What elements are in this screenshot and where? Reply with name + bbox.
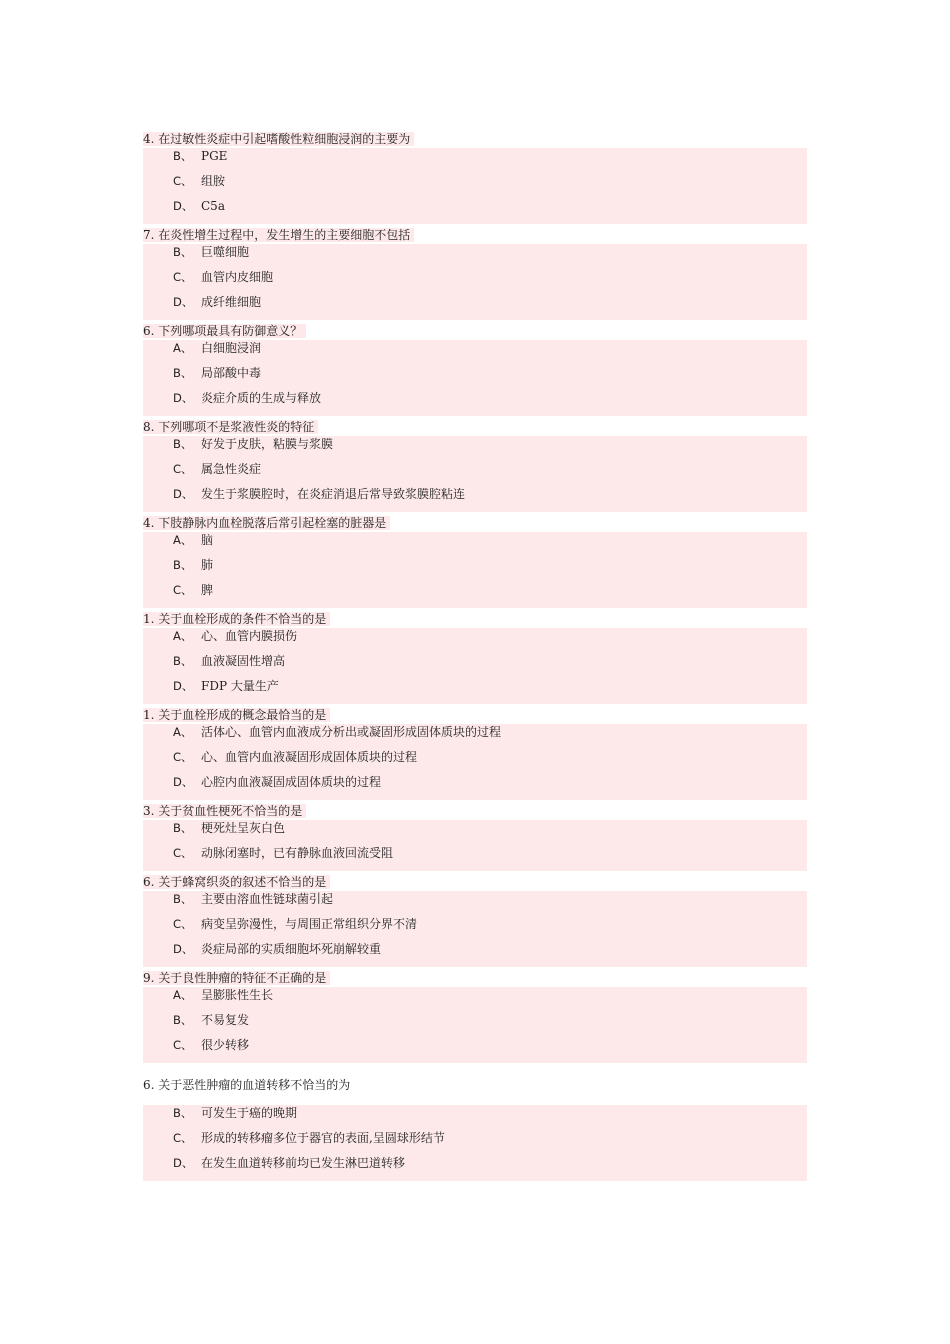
question <box>143 608 807 704</box>
option-text: 炎症介质的生成与释放 <box>201 391 322 405</box>
question-title-text: 9. 关于良性肿瘤的特征不正确的是 <box>143 971 330 985</box>
option-row <box>143 916 807 941</box>
question-title-text: 1. 关于血栓形成的概念最恰当的是 <box>143 708 330 722</box>
question-title-text: 6. 关于蜂窝织炎的叙述不恰当的是 <box>143 875 330 889</box>
option-row <box>143 1037 807 1062</box>
option-letter: B、 <box>173 1106 193 1120</box>
option-letter: D、 <box>173 487 194 501</box>
question-title-text: 3. 关于贫血性梗死不恰当的是 <box>143 804 306 818</box>
question <box>143 512 807 608</box>
question-title <box>143 320 807 340</box>
question <box>143 224 807 320</box>
option-list <box>143 244 807 320</box>
option-list <box>143 891 807 967</box>
option-row <box>143 269 807 294</box>
question-title <box>143 704 807 724</box>
option-row <box>143 173 807 198</box>
option-text: 脾 <box>201 583 214 597</box>
option-list <box>143 148 807 224</box>
option-text: 形成的转移瘤多位于器官的表面,呈圆球形结节 <box>201 1131 445 1145</box>
option-row <box>143 436 807 461</box>
option-list <box>143 820 807 871</box>
question-title-text: 1. 关于血栓形成的条件不恰当的是 <box>143 612 330 626</box>
option-row <box>143 891 807 916</box>
question <box>143 800 807 871</box>
option-text: 在发生血道转移前均已发生淋巴道转移 <box>201 1156 406 1170</box>
option-letter: D、 <box>173 295 194 309</box>
option-letter: D、 <box>173 679 194 693</box>
option-text: 组胺 <box>201 174 226 188</box>
option-row <box>143 582 807 607</box>
option-text: 动脉闭塞时，已有静脉血液回流受阻 <box>201 846 394 860</box>
option-row <box>143 1130 807 1155</box>
option-row <box>143 628 807 653</box>
question-title <box>143 608 807 628</box>
option-row <box>143 987 807 1012</box>
option-text: 很少转移 <box>201 1038 250 1052</box>
question <box>143 416 807 512</box>
option-text: 不易复发 <box>201 1013 250 1027</box>
option-row <box>143 340 807 365</box>
option-list <box>143 532 807 608</box>
option-letter: C、 <box>173 1038 193 1052</box>
question-title-text: 6. 下列哪项最具有防御意义？ <box>143 324 306 338</box>
option-row <box>143 244 807 269</box>
option-row <box>143 678 807 703</box>
option-letter: C、 <box>173 462 193 476</box>
option-letter: C、 <box>173 174 193 188</box>
option-row <box>143 749 807 774</box>
option-letter: A、 <box>173 725 193 739</box>
option-list <box>143 724 807 800</box>
option-text: 呈膨胀性生长 <box>201 988 274 1002</box>
question-title-text: 4. 在过敏性炎症中引起嗜酸性粒细胞浸润的主要为 <box>143 132 414 146</box>
question-title <box>143 224 807 244</box>
option-letter: B、 <box>173 437 193 451</box>
option-row <box>143 820 807 845</box>
option-letter: D、 <box>173 199 194 213</box>
option-letter: A、 <box>173 988 193 1002</box>
option-text: 白细胞浸润 <box>201 341 262 355</box>
option-text: PGE <box>201 149 228 163</box>
option-row <box>143 941 807 966</box>
question <box>143 1063 807 1181</box>
option-row <box>143 486 807 511</box>
option-letter: B、 <box>173 892 193 906</box>
option-letter: B、 <box>173 1013 193 1027</box>
option-letter: C、 <box>173 917 193 931</box>
option-letter: C、 <box>173 750 193 764</box>
option-text: 好发于皮肤，粘膜与浆膜 <box>201 437 334 451</box>
option-text: FDP 大量生产 <box>201 679 279 693</box>
option-letter: C、 <box>173 270 193 284</box>
option-letter: D、 <box>173 1156 194 1170</box>
option-letter: B、 <box>173 654 193 668</box>
option-letter: C、 <box>173 1131 193 1145</box>
option-row <box>143 148 807 173</box>
option-text: 梗死灶呈灰白色 <box>201 821 286 835</box>
question-title <box>143 871 807 891</box>
question <box>143 704 807 800</box>
option-row <box>143 1012 807 1037</box>
option-row <box>143 774 807 799</box>
question-list <box>143 128 807 1181</box>
option-letter: A、 <box>173 533 193 547</box>
option-row <box>143 1155 807 1180</box>
option-row <box>143 198 807 223</box>
option-row <box>143 294 807 319</box>
question <box>143 128 807 224</box>
option-letter: C、 <box>173 846 193 860</box>
question-title <box>143 512 807 532</box>
option-text: 主要由溶血性链球菌引起 <box>201 892 334 906</box>
option-list <box>143 436 807 512</box>
option-letter: B、 <box>173 245 193 259</box>
option-text: 巨噬细胞 <box>201 245 250 259</box>
option-row <box>143 557 807 582</box>
option-text: 心腔内血液凝固成固体质块的过程 <box>201 775 382 789</box>
option-text: 病变呈弥漫性，与周围正常组织分界不清 <box>201 917 418 931</box>
question <box>143 320 807 416</box>
question-title-text: 7. 在炎性增生过程中，发生增生的主要细胞不包括 <box>143 228 414 242</box>
question <box>143 967 807 1063</box>
option-row <box>143 532 807 557</box>
option-list <box>143 987 807 1063</box>
option-text: 心、血管内血液凝固形成固体质块的过程 <box>201 750 418 764</box>
option-letter: A、 <box>173 341 193 355</box>
option-text: 炎症局部的实质细胞坏死崩解较重 <box>201 942 382 956</box>
question-title <box>143 416 807 436</box>
option-row <box>143 653 807 678</box>
question-title-text: 8. 下列哪项不是浆液性炎的特征 <box>143 420 318 434</box>
option-letter: D、 <box>173 942 194 956</box>
option-text: 发生于浆膜腔时，在炎症消退后常导致浆膜腔粘连 <box>201 487 466 501</box>
option-list <box>143 340 807 416</box>
question-title <box>143 800 807 820</box>
option-letter: C、 <box>173 583 193 597</box>
option-text: 脑 <box>201 533 214 547</box>
option-text: C5a <box>201 199 225 213</box>
option-text: 血管内皮细胞 <box>201 270 274 284</box>
question-title <box>143 128 807 148</box>
option-text: 肺 <box>201 558 214 572</box>
option-letter: B、 <box>173 558 193 572</box>
question-title-text: 6. 关于恶性肿瘤的血道转移不恰当的为 <box>143 1078 351 1092</box>
question-title <box>143 967 807 987</box>
option-letter: B、 <box>173 149 193 163</box>
option-list <box>143 1105 807 1181</box>
option-row <box>143 1105 807 1130</box>
option-row <box>143 461 807 486</box>
option-list <box>143 628 807 704</box>
option-text: 血液凝固性增高 <box>201 654 286 668</box>
option-text: 活体心、血管内血液成分析出或凝固形成固体质块的过程 <box>201 725 502 739</box>
option-row <box>143 365 807 390</box>
option-text: 心、血管内膜损伤 <box>201 629 298 643</box>
option-letter: B、 <box>173 821 193 835</box>
question <box>143 871 807 967</box>
option-row <box>143 390 807 415</box>
question-title <box>143 1063 807 1105</box>
option-row <box>143 845 807 870</box>
option-text: 成纤维细胞 <box>201 295 262 309</box>
option-text: 属急性炎症 <box>201 462 262 476</box>
option-text: 局部酸中毒 <box>201 366 262 380</box>
option-row <box>143 724 807 749</box>
option-text: 可发生于癌的晚期 <box>201 1106 298 1120</box>
option-letter: D、 <box>173 775 194 789</box>
option-letter: D、 <box>173 391 194 405</box>
option-letter: B、 <box>173 366 193 380</box>
option-letter: A、 <box>173 629 193 643</box>
question-title-text: 4. 下肢静脉内血栓脱落后常引起栓塞的脏器是 <box>143 516 390 530</box>
